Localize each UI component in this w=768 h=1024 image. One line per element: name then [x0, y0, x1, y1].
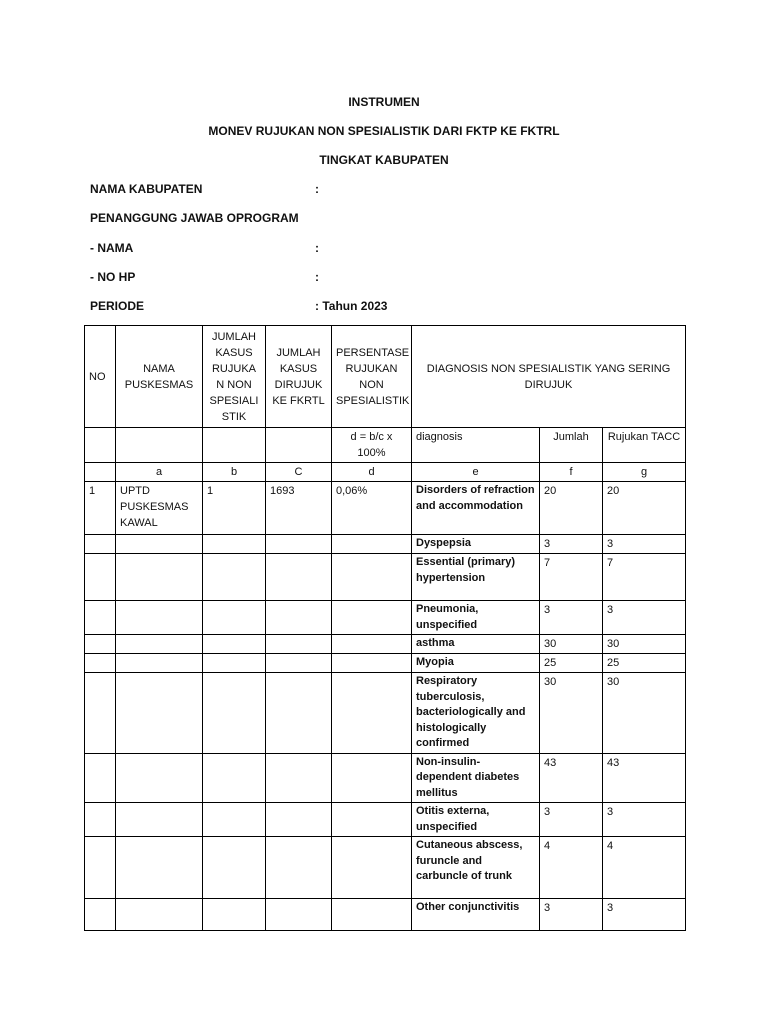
field-penanggung-label: PENANGGUNG JAWAB OPROGRAM	[90, 211, 299, 225]
cell-diagnosis: Other conjunctivitis	[412, 899, 540, 931]
header-no: NO	[85, 326, 116, 428]
header-jumlah-dirujuk: JUMLAH KASUS DIRUJUK KE FKRTL	[266, 326, 332, 428]
cell-jumlah: 30	[540, 673, 603, 754]
cell-rujukan: 30	[603, 673, 686, 754]
table-row	[85, 654, 686, 673]
cell-diagnosis: Respiratory tuberculosis, bacteriologically and histologically confirmed	[412, 673, 540, 754]
cell-rujukan: 4	[603, 837, 686, 899]
cell-rujukan: 20	[603, 482, 686, 535]
cell-rujukan: 7	[603, 554, 686, 601]
letter-f: f	[540, 463, 603, 482]
letter-a: a	[116, 463, 203, 482]
cell-jumlah: 3	[540, 601, 603, 635]
subheader-formula: d = b/c x 100%	[332, 428, 412, 463]
header-nama-puskesmas: NAMA PUSKESMAS	[116, 326, 203, 428]
table-row	[85, 482, 686, 535]
cell-diagnosis: Non-insulin-dependent diabetes mellitus	[412, 753, 540, 803]
document-subtitle: MONEV RUJUKAN NON SPESIALISTIK DARI FKTP KE FKTRL	[208, 124, 560, 138]
cell-persentase: 0,06%	[332, 482, 412, 535]
cell-jumlah: 3	[540, 535, 603, 554]
letter-c: C	[266, 463, 332, 482]
table-row	[85, 803, 686, 837]
cell-jumlah-kasus: 1	[203, 482, 266, 535]
field-kabupaten-label: NAMA KABUPATEN	[90, 182, 203, 196]
table-row	[85, 899, 686, 931]
cell-diagnosis: Pneumonia, unspecified	[412, 601, 540, 635]
cell-rujukan: 25	[603, 654, 686, 673]
cell-rujukan: 30	[603, 635, 686, 654]
cell-diagnosis: Disorders of refraction and accommodation	[412, 482, 540, 535]
cell-rujukan: 3	[603, 803, 686, 837]
cell-diagnosis: Myopia	[412, 654, 540, 673]
letter-e: e	[412, 463, 540, 482]
cell-rujukan: 43	[603, 753, 686, 803]
field-nohp-value: :	[315, 270, 319, 284]
cell-jumlah: 3	[540, 899, 603, 931]
table-row	[85, 554, 686, 601]
cell-jumlah-dirujuk: 1693	[266, 482, 332, 535]
cell-diagnosis: Otitis externa, unspecified	[412, 803, 540, 837]
table-header-row	[85, 326, 686, 428]
table-row	[85, 673, 686, 754]
cell-jumlah: 3	[540, 803, 603, 837]
cell-diagnosis: asthma	[412, 635, 540, 654]
field-nama-value: :	[315, 241, 319, 255]
cell-rujukan: 3	[603, 535, 686, 554]
letter-d: d	[332, 463, 412, 482]
subheader-rujukan: Rujukan TACC	[603, 428, 686, 463]
field-periode-value: : Tahun 2023	[315, 299, 388, 313]
cell-jumlah: 20	[540, 482, 603, 535]
monev-table	[84, 325, 686, 931]
table-row	[85, 635, 686, 654]
letter-g: g	[603, 463, 686, 482]
header-persentase: PERSENTASE RUJUKAN NON SPESIALISTIK	[332, 326, 412, 428]
cell-jumlah: 30	[540, 635, 603, 654]
cell-jumlah: 43	[540, 753, 603, 803]
header-diagnosis: DIAGNOSIS NON SPESIALISTIK YANG SERING DIRUJUK	[412, 326, 686, 428]
cell-diagnosis: Essential (primary) hypertension	[412, 554, 540, 601]
table-row	[85, 753, 686, 803]
letter-b: b	[203, 463, 266, 482]
subheader-diagnosis: diagnosis	[412, 428, 540, 463]
cell-diagnosis: Cutaneous abscess, furuncle and carbuncle of trunk	[412, 837, 540, 899]
cell-jumlah: 4	[540, 837, 603, 899]
cell-rujukan: 3	[603, 601, 686, 635]
cell-jumlah: 7	[540, 554, 603, 601]
field-nohp-label: - NO HP	[90, 270, 136, 284]
field-nama-label: - NAMA	[90, 241, 134, 255]
table-row	[85, 535, 686, 554]
table-subheader-row	[85, 428, 686, 463]
document-level: TINGKAT KABUPATEN	[319, 153, 449, 167]
cell-diagnosis: Dyspepsia	[412, 535, 540, 554]
cell-rujukan: 3	[603, 899, 686, 931]
table-row	[85, 601, 686, 635]
cell-no: 1	[85, 482, 116, 535]
cell-nama-puskesmas: UPTD PUSKESMAS KAWAL	[116, 482, 203, 535]
field-periode-label: PERIODE	[90, 299, 145, 313]
field-kabupaten-value: :	[315, 182, 319, 196]
subheader-jumlah: Jumlah	[540, 428, 603, 463]
table-letter-row	[85, 463, 686, 482]
table-row	[85, 837, 686, 899]
document-title: INSTRUMEN	[348, 95, 420, 109]
cell-jumlah: 25	[540, 654, 603, 673]
header-jumlah-kasus: JUMLAH KASUS RUJUKA N NON SPESIALI STIK	[203, 326, 266, 428]
